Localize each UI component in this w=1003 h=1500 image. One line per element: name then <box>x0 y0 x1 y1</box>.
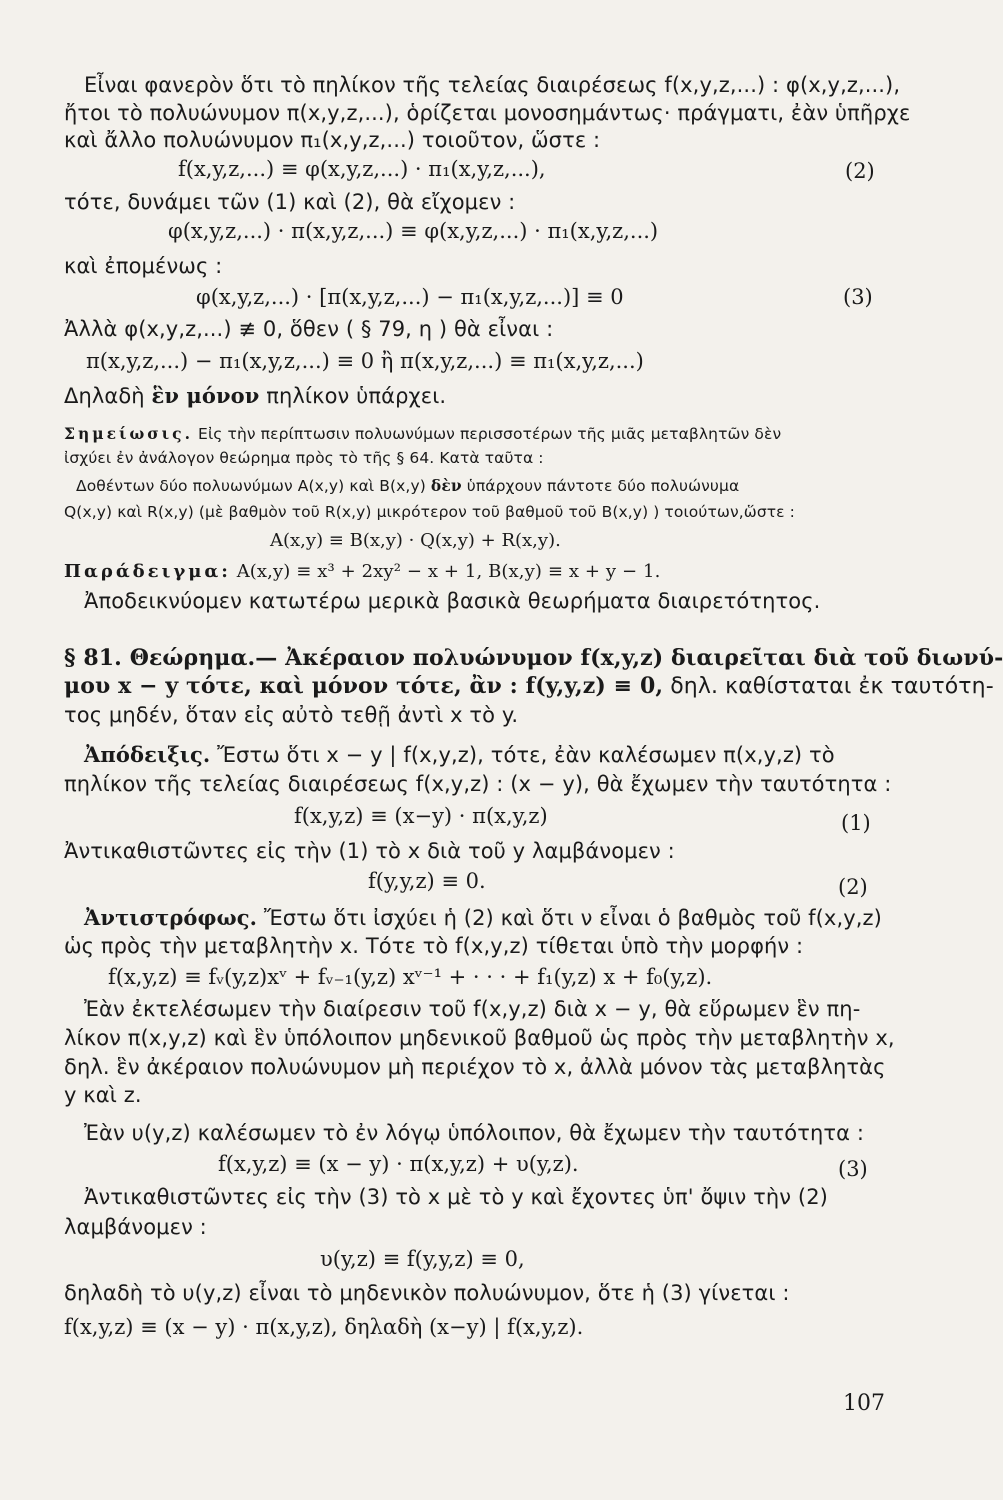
proof-line-2: πηλίκον τῆς τελείας διαιρέσεως f(x,y,z) : (x − y), θὰ ἔχωμεν τὴν ταυτότητα : <box>64 772 892 796</box>
note-line-1 <box>64 423 781 445</box>
page-number: 107 <box>843 1391 885 1416</box>
text-line-2: ἤτοι τὸ πολυώνυμον π(x,y,z,...), ὁρίζεται μονοσημάντως· πράγματι, ἐὰν ὑπῆρχε <box>64 101 911 125</box>
note-equation: A(x,y) ≡ B(x,y) · Q(x,y) + R(x,y). <box>270 530 561 551</box>
converse-line-8: Ἐὰν υ(y,z) καλέσωμεν τὸ ἐν λόγῳ ὑπόλοιπον, θὰ ἔχωμεν τὴν ταυτότητα : <box>84 1121 865 1145</box>
converse-line-7: y καὶ z. <box>64 1083 142 1107</box>
converse-line-11: λαμβάνομεν : <box>64 1215 207 1239</box>
theorem-heading-line-1: § 81. Θεώρημα.— Ἀκέραιον πολυώνυμον f(x,y,z) διαιρεῖται διὰ τοῦ διωνύ- <box>64 645 1003 671</box>
note-line-4: Q(x,y) καὶ R(x,y) (μὲ βαθμὸν τοῦ R(x,y) μικρότερον τοῦ βαθμοῦ τοῦ B(x,y) ) τοιούτων,ὥστε : <box>64 503 795 521</box>
text-fragment: Δηλαδὴ <box>64 384 152 408</box>
equation-3-number: (3) <box>843 285 873 309</box>
text-fragment: Εἰς τὴν περίπτωσιν πολυωνύμων περισσοτέρων τῆς μιᾶς μεταβλητῶν δὲν <box>193 425 782 443</box>
proof-line-4: Ἀντικαθιστῶντες εἰς τὴν (1) τὸ x διὰ τοῦ y λαμβάνομεν : <box>64 839 675 863</box>
emphasis-not: δὲν <box>430 476 462 495</box>
converse-line-6: δηλ. ἓν ἀκέραιον πολυώνυμον μὴ περιέχον τὸ x, ἀλλὰ μόνον τὰς μεταβλητὰς <box>64 1055 886 1079</box>
text-line-9: Ἀλλὰ φ(x,y,z,...) ≢ 0, ὅθεν ( § 79, η ) θὰ εἶναι : <box>64 317 554 341</box>
text-line-17: Ἀποδεικνύομεν κατωτέρω μερικὰ βασικὰ θεωρήματα διαιρετότητος. <box>84 589 821 613</box>
converse-line-2: ὡς πρὸς τὴν μεταβλητὴν x. Τότε τὸ f(x,y,z) τίθεται ὑπὸ τὴν μορφήν : <box>64 934 804 958</box>
converse-equation-3: f(x,y,z) ≡ (x − y) · π(x,y,z) + υ(y,z). <box>218 1152 579 1176</box>
proof-line-1 <box>84 742 835 768</box>
converse-line-10: Ἀντικαθιστῶντες εἰς τὴν (3) τὸ x μὲ τὸ y καὶ ἔχοντες ὑπ' ὄψιν τὴν (2) <box>84 1185 828 1209</box>
equation-b: π(x,y,z,...) − π₁(x,y,z,...) ≡ 0 ἢ π(x,y,z,...) ≡ π₁(x,y,z,...) <box>86 349 644 373</box>
equation-2: f(x,y,z,...) ≡ φ(x,y,z,...) · π₁(x,y,z,...), <box>178 157 546 181</box>
final-equation: f(x,y,z) ≡ (x − y) · π(x,y,z), δηλαδὴ (x−y) | f(x,y,z). <box>64 1315 584 1339</box>
proof-label: Ἀπόδειξις. <box>84 742 211 767</box>
text-fragment: Ἔστω ὅτι ἰσχύει ἡ (2) καὶ ὅτι ν εἶναι ὁ βαθμὸς τοῦ f(x,y,z) <box>257 906 882 930</box>
text-fragment: A(x,y) ≡ x³ + 2xy² − x + 1, B(x,y) ≡ x + y − 1. <box>230 561 661 582</box>
theorem-statement: μου x − y τότε, καὶ μόνον τότε, ἂν : f(y,y,z) ≡ 0, <box>64 673 664 699</box>
converse-line-1 <box>84 905 882 931</box>
emphasis-one-only: ἓν μόνον <box>151 383 260 408</box>
text-line-5: τότε, δυνάμει τῶν (1) καὶ (2), θὰ εἴχομεν : <box>64 190 516 214</box>
converse-line-13: δηλαδὴ τὸ υ(y,z) εἶναι τὸ μηδενικὸν πολυώνυμον, ὅτε ἡ (3) γίνεται : <box>64 1281 790 1305</box>
converse-label: Ἀντιστρόφως. <box>84 905 258 930</box>
text-fragment: Δοθέντων δύο πολυωνύμων A(x,y) καὶ B(x,y) <box>76 477 431 495</box>
equation-2-number: (2) <box>845 159 875 183</box>
text-fragment: Ἔστω ὅτι x − y | f(x,y,z), τότε, ἐὰν καλέσωμεν π(x,y,z) τὸ <box>210 743 835 767</box>
proof-equation-2: f(y,y,z) ≡ 0. <box>368 869 486 893</box>
converse-equation-3-number: (3) <box>838 1157 868 1181</box>
converse-equation-4: υ(y,z) ≡ f(y,y,z) ≡ 0, <box>320 1247 525 1271</box>
text-line-7: καὶ ἐπομένως : <box>64 254 223 278</box>
converse-line-5: λίκον π(x,y,z) καὶ ἓν ὑπόλοιπον μηδενικοῦ βαθμοῦ ὡς πρὸς τὴν μεταβλητὴν x, <box>64 1026 895 1050</box>
note-line-2: ἰσχύει ἐν ἀνάλογον θεώρημα πρὸς τὸ τῆς § 64. Κατὰ ταῦτα : <box>64 449 544 467</box>
theorem-heading-line-3: τος μηδέν, ὅταν εἰς αὐτὸ τεθῇ ἀντὶ x τὸ y. <box>64 703 519 727</box>
proof-equation-2-number: (2) <box>838 875 868 899</box>
converse-equation: f(x,y,z) ≡ fᵥ(y,z)xᵛ + fᵥ₋₁(y,z) xᵛ⁻¹ + · · · + f₁(y,z) x + f₀(y,z). <box>108 965 713 989</box>
theorem-heading-line-2 <box>64 673 994 700</box>
text-line-3: καὶ ἄλλο πολυώνυμον π₁(x,y,z,...) τοιοῦτον, ὥστε : <box>64 128 601 152</box>
converse-line-4: Ἐὰν ἐκτελέσωμεν τὴν διαίρεσιν τοῦ f(x,y,z) διὰ x − y, θὰ εὕρωμεν ἓν πη- <box>84 997 861 1021</box>
proof-equation-1-number: (1) <box>841 811 871 835</box>
note-line-3 <box>76 475 739 497</box>
equation-a: φ(x,y,z,...) · π(x,y,z,...) ≡ φ(x,y,z,...) · π₁(x,y,z,...) <box>168 219 659 243</box>
text-fragment: ὑπάρχουν πάντοτε δύο πολυώνυμα <box>461 477 740 495</box>
equation-3: φ(x,y,z,...) · [π(x,y,z,...) − π₁(x,y,z,...)] ≡ 0 <box>196 285 624 309</box>
example-label: Παράδειγμα: <box>64 561 231 582</box>
note-label: Σημείωσις. <box>64 424 194 443</box>
example-line <box>64 559 660 585</box>
text-line-11 <box>64 383 446 409</box>
text-fragment: δηλ. καθίσταται ἐκ ταυτότη- <box>663 674 994 699</box>
proof-equation-1: f(x,y,z) ≡ (x−y) · π(x,y,z) <box>294 804 548 828</box>
text-line-1: Εἶναι φανερὸν ὅτι τὸ πηλίκον τῆς τελείας διαιρέσεως f(x,y,z,...) : φ(x,y,z,...), <box>84 73 901 97</box>
text-fragment: πηλίκον ὑπάρχει. <box>259 384 447 408</box>
